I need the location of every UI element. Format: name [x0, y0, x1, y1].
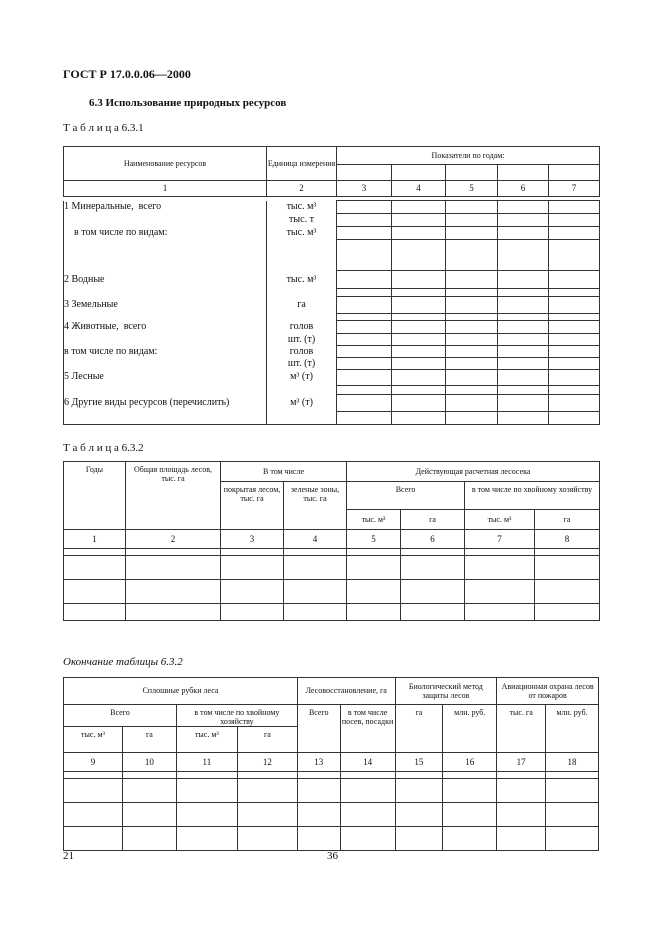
resource-unit: шт. (т)	[267, 334, 337, 346]
table1-data-cell	[392, 346, 446, 358]
resource-name	[64, 411, 267, 424]
table3-unit-ha: га	[237, 727, 297, 753]
table3-col-number: 9	[64, 753, 123, 772]
table3-data-cell	[122, 827, 176, 851]
table-row	[64, 549, 600, 556]
table1-data-cell	[549, 358, 600, 370]
table3-data-cell	[497, 803, 546, 827]
table3-data-cell	[443, 772, 497, 779]
table1-data-cell	[446, 346, 498, 358]
resource-unit: тыс. м³	[267, 271, 337, 289]
table3-col-number: 18	[546, 753, 599, 772]
table-row	[64, 779, 599, 803]
table2-unit-m3: тыс. м³	[465, 510, 535, 530]
table1-data-cell	[549, 240, 600, 271]
resource-unit: м³ (т)	[267, 394, 337, 411]
table3-col-number: 13	[297, 753, 340, 772]
table3-data-cell	[340, 779, 395, 803]
table3-header-rf-incl: в том числе посев, посадки	[340, 705, 395, 753]
table1-data-cell	[498, 240, 549, 271]
table1-col-number: 4	[392, 181, 446, 197]
table2-header-conifer: в том числе по хвойному хозяйству	[465, 482, 600, 510]
table2-data-cell	[401, 556, 465, 580]
table3-data-cell	[297, 772, 340, 779]
table2-data-cell	[284, 604, 347, 621]
table3-data-cell	[122, 772, 176, 779]
table1-data-cell	[392, 297, 446, 314]
table1-col-number: 6	[498, 181, 549, 197]
table1-data-cell	[392, 394, 446, 411]
table1-caption: Т а б л и ц а 6.3.1	[63, 122, 144, 134]
table1-data-cell	[337, 227, 392, 240]
table2-data-cell	[284, 549, 347, 556]
table2-data-cell	[401, 549, 465, 556]
resource-unit	[267, 385, 337, 394]
table-6-3-2	[63, 461, 600, 621]
table2-header-green: зеленые зоны, тыс. га	[284, 482, 347, 530]
table-6-3-1	[63, 146, 600, 425]
table3-data-cell	[546, 803, 599, 827]
table1-data-cell	[498, 201, 549, 214]
resource-name	[64, 289, 267, 297]
table1-data-cell	[549, 297, 600, 314]
table1-data-cell	[392, 271, 446, 289]
table1-data-cell	[392, 214, 446, 227]
resource-unit: голов	[267, 321, 337, 334]
table3-col-number: 14	[340, 753, 395, 772]
table1-data-cell	[549, 214, 600, 227]
table1-data-cell	[337, 385, 392, 394]
table3-data-cell	[340, 827, 395, 851]
table3-header-avia-rub: млн. руб.	[546, 705, 599, 753]
table2-data-cell	[126, 604, 221, 621]
resource-unit: тыс. м³	[267, 201, 337, 214]
table1-data-cell	[498, 297, 549, 314]
table2-header-total: Всего	[347, 482, 465, 510]
table2-header-incl: В том числе	[221, 462, 347, 482]
table3-col-number: 11	[176, 753, 237, 772]
section-title: 6.3 Использование природных ресурсов	[89, 97, 287, 109]
table1-data-cell	[392, 227, 446, 240]
table3-caption: Окончание таблицы 6.3.2	[63, 656, 183, 668]
table1-data-cell	[498, 227, 549, 240]
table1-header-unit: Единица измерения	[267, 147, 337, 181]
resource-name: 6 Другие виды ресурсов (перечислить)	[64, 394, 267, 411]
table3-data-cell	[443, 803, 497, 827]
table1-data-cell	[446, 240, 498, 271]
resource-name	[64, 314, 267, 321]
table1-data-cell	[498, 289, 549, 297]
resource-name: 4 Животные, всего	[64, 321, 267, 334]
table1-data-cell	[498, 214, 549, 227]
table3-data-cell	[237, 772, 297, 779]
table2-col-number: 7	[465, 530, 535, 549]
table3-header-avia-ha: тыс. га	[497, 705, 546, 753]
table3-data-cell	[546, 779, 599, 803]
table2-data-cell	[347, 556, 401, 580]
page-number-center: 36	[327, 850, 338, 862]
table3-data-cell	[237, 827, 297, 851]
table1-data-cell	[337, 289, 392, 297]
table3-col-number: 10	[122, 753, 176, 772]
page-number-left: 21	[63, 850, 74, 862]
table1-data-cell	[549, 271, 600, 289]
document-id: ГОСТ Р 17.0.0.06—2000	[63, 67, 191, 81]
table1-data-cell	[392, 385, 446, 394]
table3-data-cell	[497, 779, 546, 803]
table2-header-forested: покрытая лесом, тыс. га	[221, 482, 284, 530]
table3-data-cell	[176, 779, 237, 803]
table3-unit-ha: га	[122, 727, 176, 753]
table1-header-years: Показатели по годам:	[337, 147, 600, 165]
table1-data-cell	[392, 411, 446, 424]
table2-unit-ha: га	[535, 510, 600, 530]
resource-name: 2 Водные	[64, 271, 267, 289]
table3-col-number: 12	[237, 753, 297, 772]
table1-data-cell	[337, 271, 392, 289]
table1-data-cell	[549, 334, 600, 346]
table3-data-cell	[176, 827, 237, 851]
table1-data-cell	[549, 289, 600, 297]
table3-header-avia: Авиационная охрана лесов от пожаров	[497, 678, 599, 705]
table2-data-cell	[221, 604, 284, 621]
table2-data-cell	[64, 549, 126, 556]
table1-data-cell	[446, 385, 498, 394]
table1-data-cell	[446, 334, 498, 346]
table2-data-cell	[64, 556, 126, 580]
table1-data-cell	[392, 334, 446, 346]
table3-unit-m3: тыс. м³	[176, 727, 237, 753]
table1-data-cell	[549, 321, 600, 334]
table2-col-number: 8	[535, 530, 600, 549]
table1-data-cell	[549, 394, 600, 411]
table2-data-cell	[535, 580, 600, 604]
table3-header-bio: Биологический метод защиты лесов	[395, 678, 497, 705]
table3-header-reforest: Лесовосстановление, га	[297, 678, 395, 705]
resource-name: в том числе по видам:	[64, 227, 267, 240]
resource-name: 1 Минеральные, всего	[64, 201, 267, 214]
table1-data-cell	[549, 385, 600, 394]
table1-data-cell	[446, 271, 498, 289]
table3-data-cell	[443, 827, 497, 851]
table1-data-cell	[549, 227, 600, 240]
table2-col-number: 4	[284, 530, 347, 549]
table3-header-total: Всего	[64, 705, 177, 727]
table1-data-cell	[392, 369, 446, 385]
table1-data-cell	[337, 321, 392, 334]
table1-year-cell	[392, 165, 446, 181]
resource-unit	[267, 411, 337, 424]
table1-data-cell	[549, 201, 600, 214]
table3-data-cell	[122, 779, 176, 803]
table3-unit-m3: тыс. м³	[64, 727, 123, 753]
table2-col-number: 2	[126, 530, 221, 549]
table2-header-cut: Действующая расчетная лесосека	[347, 462, 600, 482]
table1-data-cell	[337, 394, 392, 411]
table1-col-number: 5	[446, 181, 498, 197]
resource-name: 5 Лесные	[64, 369, 267, 385]
table1-year-cell	[549, 165, 600, 181]
resource-name	[64, 358, 267, 370]
table3-data-cell	[546, 772, 599, 779]
table2-data-cell	[465, 556, 535, 580]
table1-col-number: 1	[64, 181, 267, 197]
table-6-3-2-end	[63, 677, 599, 851]
table1-year-cell	[446, 165, 498, 181]
table-row	[64, 772, 599, 779]
table1-data-cell	[498, 394, 549, 411]
table2-data-cell	[465, 580, 535, 604]
table-row	[64, 580, 600, 604]
table1-data-cell	[392, 201, 446, 214]
table3-data-cell	[395, 779, 443, 803]
table3-data-cell	[64, 803, 123, 827]
table3-col-number: 16	[443, 753, 497, 772]
resource-unit	[267, 314, 337, 321]
table1-data-cell	[498, 346, 549, 358]
table2-header-area: Общая площадь лесов, тыс. га	[126, 462, 221, 530]
table2-data-cell	[535, 549, 600, 556]
table2-data-cell	[126, 556, 221, 580]
resource-unit: голов	[267, 346, 337, 358]
table3-data-cell	[395, 827, 443, 851]
resource-name: 3 Земельные	[64, 297, 267, 314]
table2-data-cell	[221, 556, 284, 580]
table2-data-cell	[126, 549, 221, 556]
table3-data-cell	[64, 772, 123, 779]
table3-data-cell	[122, 803, 176, 827]
table2-data-cell	[535, 556, 600, 580]
table-row	[64, 827, 599, 851]
table1-data-cell	[446, 227, 498, 240]
table1-data-cell	[337, 297, 392, 314]
table2-caption: Т а б л и ц а 6.3.2	[63, 442, 144, 454]
table3-data-cell	[64, 779, 123, 803]
table3-data-cell	[340, 803, 395, 827]
resource-unit	[267, 240, 337, 271]
table2-unit-m3: тыс. м³	[347, 510, 401, 530]
resource-name	[64, 334, 267, 346]
table1-data-cell	[392, 314, 446, 321]
table1-data-cell	[446, 321, 498, 334]
table-row	[64, 604, 600, 621]
table1-data-cell	[549, 411, 600, 424]
table1-year-cell	[498, 165, 549, 181]
table1-data-cell	[337, 346, 392, 358]
table1-data-cell	[337, 240, 392, 271]
table3-data-cell	[237, 779, 297, 803]
resource-unit	[267, 289, 337, 297]
table2-data-cell	[284, 580, 347, 604]
resource-name	[64, 385, 267, 394]
table1-data-cell	[337, 334, 392, 346]
resource-unit: тыс. т	[267, 214, 337, 227]
table3-data-cell	[497, 772, 546, 779]
table3-data-cell	[176, 772, 237, 779]
table1-data-cell	[446, 394, 498, 411]
table3-header-clear: Сплошные рубки леса	[64, 678, 298, 705]
table1-data-cell	[498, 334, 549, 346]
table3-data-cell	[546, 827, 599, 851]
table2-data-cell	[347, 549, 401, 556]
table1-data-cell	[446, 411, 498, 424]
table-row	[64, 803, 599, 827]
table1-data-cell	[498, 314, 549, 321]
table3-data-cell	[443, 779, 497, 803]
table3-data-cell	[297, 803, 340, 827]
table3-data-cell	[497, 827, 546, 851]
table1-year-cell	[337, 165, 392, 181]
table1-data-cell	[446, 214, 498, 227]
table2-col-number: 5	[347, 530, 401, 549]
table1-data-cell	[498, 271, 549, 289]
table1-data-cell	[446, 314, 498, 321]
table3-header-rf-total: Всего	[297, 705, 340, 753]
table-row	[64, 556, 600, 580]
table3-header-conifer: в том числе по хвойному хозяйству	[176, 705, 297, 727]
table2-col-number: 3	[221, 530, 284, 549]
table1-data-cell	[446, 201, 498, 214]
resource-unit: м³ (т)	[267, 369, 337, 385]
table1-data-cell	[498, 411, 549, 424]
table1-data-cell	[337, 314, 392, 321]
table1-data-cell	[337, 358, 392, 370]
table1-data-cell	[446, 369, 498, 385]
table2-data-cell	[64, 604, 126, 621]
resource-name: в том числе по видам:	[64, 346, 267, 358]
table1-col-number: 7	[549, 181, 600, 197]
table3-header-bio-rub: млн. руб.	[443, 705, 497, 753]
table3-data-cell	[237, 803, 297, 827]
table3-data-cell	[64, 827, 123, 851]
table1-data-cell	[498, 321, 549, 334]
resource-unit: шт. (т)	[267, 358, 337, 370]
table2-data-cell	[347, 580, 401, 604]
resource-name	[64, 240, 267, 271]
table1-data-cell	[446, 358, 498, 370]
table1-data-cell	[498, 385, 549, 394]
table2-data-cell	[535, 604, 600, 621]
table2-data-cell	[347, 604, 401, 621]
table2-data-cell	[64, 580, 126, 604]
table1-data-cell	[549, 346, 600, 358]
table3-data-cell	[395, 772, 443, 779]
table3-data-cell	[395, 803, 443, 827]
table1-data-cell	[498, 358, 549, 370]
table2-header-years: Годы	[64, 462, 126, 530]
resource-unit: га	[267, 297, 337, 314]
table3-col-number: 15	[395, 753, 443, 772]
table3-col-number: 17	[497, 753, 546, 772]
table1-data-cell	[392, 240, 446, 271]
table1-data-cell	[549, 314, 600, 321]
table1-header-name: Наименование ресурсов	[64, 147, 267, 181]
table1-data-cell	[392, 321, 446, 334]
table2-data-cell	[126, 580, 221, 604]
resource-unit: тыс. м³	[267, 227, 337, 240]
table2-data-cell	[401, 604, 465, 621]
table1-data-cell	[446, 297, 498, 314]
table3-data-cell	[297, 779, 340, 803]
table3-data-cell	[297, 827, 340, 851]
table1-data-cell	[337, 201, 392, 214]
table1-col-number: 2	[267, 181, 337, 197]
table2-col-number: 6	[401, 530, 465, 549]
table3-header-bio-ha: га	[395, 705, 443, 753]
table1-data-cell	[498, 369, 549, 385]
table2-unit-ha: га	[401, 510, 465, 530]
table1-data-cell	[392, 358, 446, 370]
resource-name	[64, 214, 267, 227]
table2-data-cell	[221, 549, 284, 556]
table3-data-cell	[340, 772, 395, 779]
table1-data-cell	[337, 369, 392, 385]
table1-data-cell	[392, 289, 446, 297]
table3-data-cell	[176, 803, 237, 827]
table2-data-cell	[465, 604, 535, 621]
table1-data-cell	[337, 411, 392, 424]
table2-col-number: 1	[64, 530, 126, 549]
table2-data-cell	[284, 556, 347, 580]
table1-data-cell	[337, 214, 392, 227]
table1-data-cell	[549, 369, 600, 385]
table2-data-cell	[465, 549, 535, 556]
table1-data-cell	[446, 289, 498, 297]
table2-data-cell	[401, 580, 465, 604]
table1-col-number: 3	[337, 181, 392, 197]
table2-data-cell	[221, 580, 284, 604]
